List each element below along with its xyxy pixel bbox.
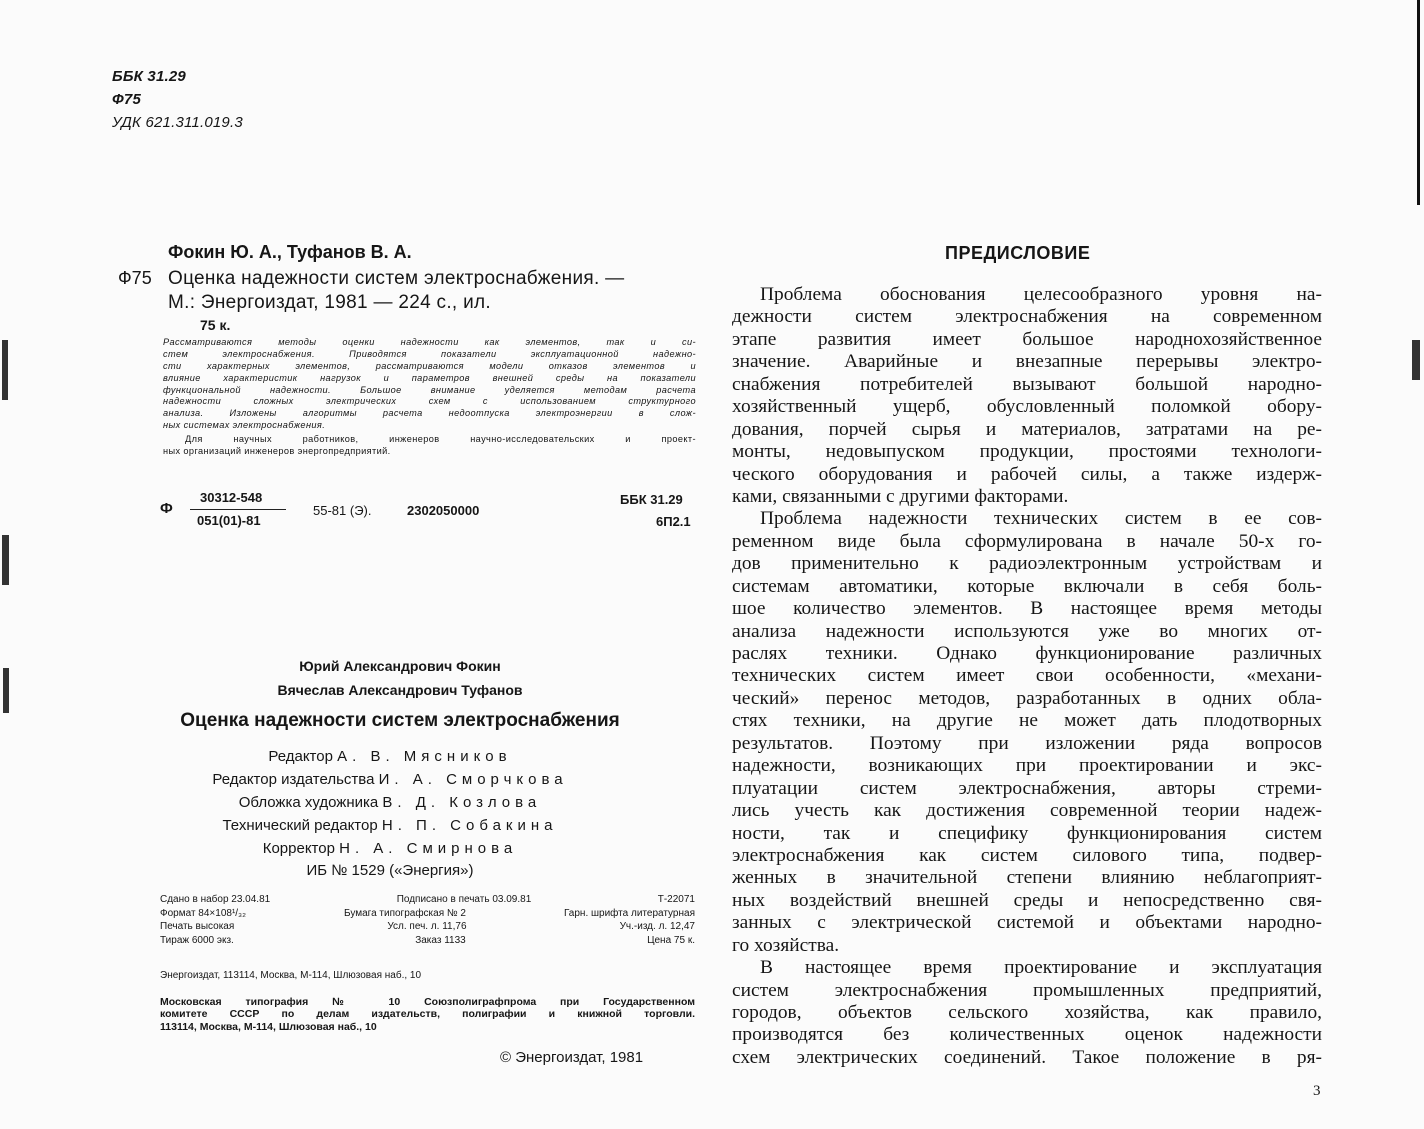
preface-line: дежности систем электроснабжения на современном: [732, 306, 1322, 328]
imprint-row: Печать высокая Усл. печ. л. 11,76 Уч.-изд. л. 12,47: [160, 921, 695, 933]
preface-line: Проблема обоснования целесообразного уровня на-: [760, 284, 1322, 305]
printer-info: Московская типография № 10 Союзполиграфпрома при Государственном комитете СССР по делам издательств, полиграфии и книжной торговли. 113114, Москва, М-114, Шлюзовая наб., 10: [160, 996, 695, 1033]
credit-publishing-editor: Редактор издательства И. А. Сморчкова: [212, 771, 568, 788]
author-name-1: Юрий Александрович Фокин: [299, 658, 501, 674]
abstract-line: Рассматриваются методы оценки надежности как элементов, так и си-: [163, 337, 696, 347]
preface-line: шое количество элементов. В настоящее время методы: [732, 598, 1322, 620]
card-frac-top: 30312-548: [200, 490, 263, 505]
ib-number: ИБ № 1529 («Энергия»): [306, 862, 474, 879]
imprint-row: Формат 84×108¹/₃₂ Бумага типографская № 2 Гарн. шрифта литературная: [160, 907, 695, 919]
page-number: 3: [1313, 1083, 1321, 1099]
preface-line: стях техники, на другие не может дать плодотворных: [732, 710, 1322, 732]
abstract-line: ных системах электроснабжения.: [163, 420, 326, 431]
preface-line: ческий» перенос методов, разработанных в одних обла-: [732, 687, 1322, 709]
card-code: Ф75: [118, 268, 152, 288]
preface-line: систем электроснабжения промышленных предприятий,: [732, 979, 1322, 1001]
abstract-line: надежности сложных электрических схем с использованием структурного: [163, 396, 696, 407]
card-bbk2: 6П2.1: [656, 514, 691, 529]
card-authors: Фокин Ю. А., Туфанов В. А.: [168, 242, 412, 262]
preface-body: [732, 284, 1322, 1069]
preface-line: анализа надежности используются уже во многих от-: [732, 620, 1322, 642]
author-name-2: Вячеслав Александрович Туфанов: [277, 682, 523, 698]
scan-edge-mark: [1417, 0, 1420, 205]
f75-code: Ф75: [112, 91, 141, 108]
book-title: Оценка надежности систем электроснабжения: [180, 710, 620, 731]
preface-line: электроснабжения как систем силового типа, подвер-: [732, 844, 1322, 866]
preface-line: лись учесть как достижения современной теории надеж-: [732, 800, 1322, 822]
scan-edge-mark: [1412, 340, 1420, 380]
preface-line: этапе развития имеет большое народнохозяйственное: [732, 328, 1322, 350]
preface-line: результатов. Поэтому при изложении ряда вопросов: [732, 732, 1322, 754]
copyright: © Энергоиздат, 1981: [500, 1049, 644, 1066]
audience-line: ных организаций инженеров энергопредприятий.: [163, 445, 391, 456]
preface-line: ности, так и специфику функционирования систем: [732, 822, 1322, 844]
credit-cover-artist: Обложка художника В. Д. Козлова: [238, 794, 542, 811]
credit-technical-editor: Технический редактор Н. П. Собакина: [222, 817, 558, 834]
bbk-code: ББК 31.29: [112, 68, 186, 85]
preface-line: женных в значительной степени влиянию неблагоприят-: [732, 867, 1322, 889]
credit-editor: Редактор А. В. Мясников: [268, 748, 512, 765]
udk-code: УДК 621.311.019.3: [112, 114, 243, 131]
card-f-label: Ф: [160, 500, 173, 517]
audience-line: Для научных работников, инженеров научно-исследовательских и проект-: [185, 434, 696, 444]
preface-heading: ПРЕДИСЛОВИЕ: [945, 243, 1091, 263]
abstract-line: сти характерных элементов, рассматриваются модели отказов элементов и: [163, 360, 696, 371]
abstract-line: анализа. Изложены алгоритмы расчета недоотпуска электроэнергии в слож-: [163, 408, 696, 419]
preface-line: го хозяйства.: [732, 934, 840, 956]
card-title-line-2: М.: Энергоиздат, 1981 — 224 с., ил.: [168, 292, 491, 313]
card-title-line-1: Оценка надежности систем электроснабжения. —: [168, 268, 625, 289]
preface-line: городов, объектов сельского хозяйства, как правило,: [732, 1002, 1322, 1023]
preface-line: В настоящее время проектирование и эксплуатация: [760, 957, 1322, 979]
scan-edge-mark: [2, 535, 9, 585]
abstract-line: влияние характеристик нагрузок и параметров внешней среды на показатели: [163, 372, 696, 383]
card-code-num: 2302050000: [407, 503, 480, 518]
preface-line: технических систем имеет свои особенности, «механи-: [732, 665, 1322, 687]
preface-line: занных с электрической системой и объектами народно-: [732, 912, 1322, 934]
card-code-mid: 55-81 (Э).: [313, 503, 372, 518]
preface-line: значение. Аварийные и внезапные перерывы электро-: [732, 351, 1322, 373]
imprint-table: [160, 893, 695, 947]
preface-line: ременном виде была сформулирована в начале 50-х го-: [732, 530, 1322, 552]
card-audience: [163, 434, 696, 458]
preface-line: системам автоматики, которые включали в себя боль-: [732, 575, 1322, 597]
imprint-row: Тираж 6000 экз. Заказ 1133 Цена 75 к.: [160, 934, 695, 946]
scan-edge-mark: [2, 340, 8, 400]
preface-line: схем электрических соединений. Такое положение в ря-: [732, 1046, 1322, 1068]
preface-line: хозяйственный ущерб, обусловленный поломкой обору-: [732, 396, 1322, 418]
preface-line: дов применительно к радиоэлектронным устройствам и: [732, 553, 1322, 575]
preface-line: ных воздействий внешней среды и непосредственно свя-: [732, 889, 1322, 911]
card-price: 75 к.: [200, 317, 231, 333]
preface-line: надежности, возникающих при проектировании и экс-: [732, 755, 1322, 777]
card-bbk: ББК 31.29: [620, 492, 683, 507]
preface-line: плуатации систем электроснабжения, авторы стреми-: [732, 777, 1322, 799]
abstract-line: стем электроснабжения. Приводятся показатели эксплуатационной надежно-: [163, 348, 696, 359]
preface-line: производятся без количественных оценок надежности: [732, 1024, 1322, 1046]
preface-line: снабжения потребителей вызывают большой народно-: [732, 373, 1322, 395]
preface-line: монты, недовыпуском продукции, простоями технологи-: [732, 441, 1322, 463]
credit-corrector: Корректор Н. А. Смирнова: [262, 840, 518, 857]
publisher-address: Энергоиздат, 113114, Москва, М-114, Шлюзовая наб., 10: [160, 970, 422, 981]
preface-line: Проблема надежности технических систем в ее сов-: [760, 508, 1322, 530]
preface-line: раслях техники. Однако функционирование различных: [732, 643, 1322, 664]
card-abstract: [163, 337, 696, 432]
preface-line: дования, порчей сырья и материалов, затратами на ре-: [732, 418, 1322, 440]
card-frac-bottom: 051(01)-81: [197, 513, 261, 528]
preface-line: ческого оборудования и рабочей силы, а также издерж-: [732, 463, 1322, 485]
abstract-line: функциональной надежности. Большое внимание уделяется методам расчета: [163, 384, 696, 395]
imprint-row: Сдано в набор 23.04.81 Подписано в печать 03.09.81 Т-22071: [160, 894, 695, 905]
preface-line: ками, связанными с другими факторами.: [732, 485, 1069, 507]
fraction-rule: [190, 509, 286, 510]
